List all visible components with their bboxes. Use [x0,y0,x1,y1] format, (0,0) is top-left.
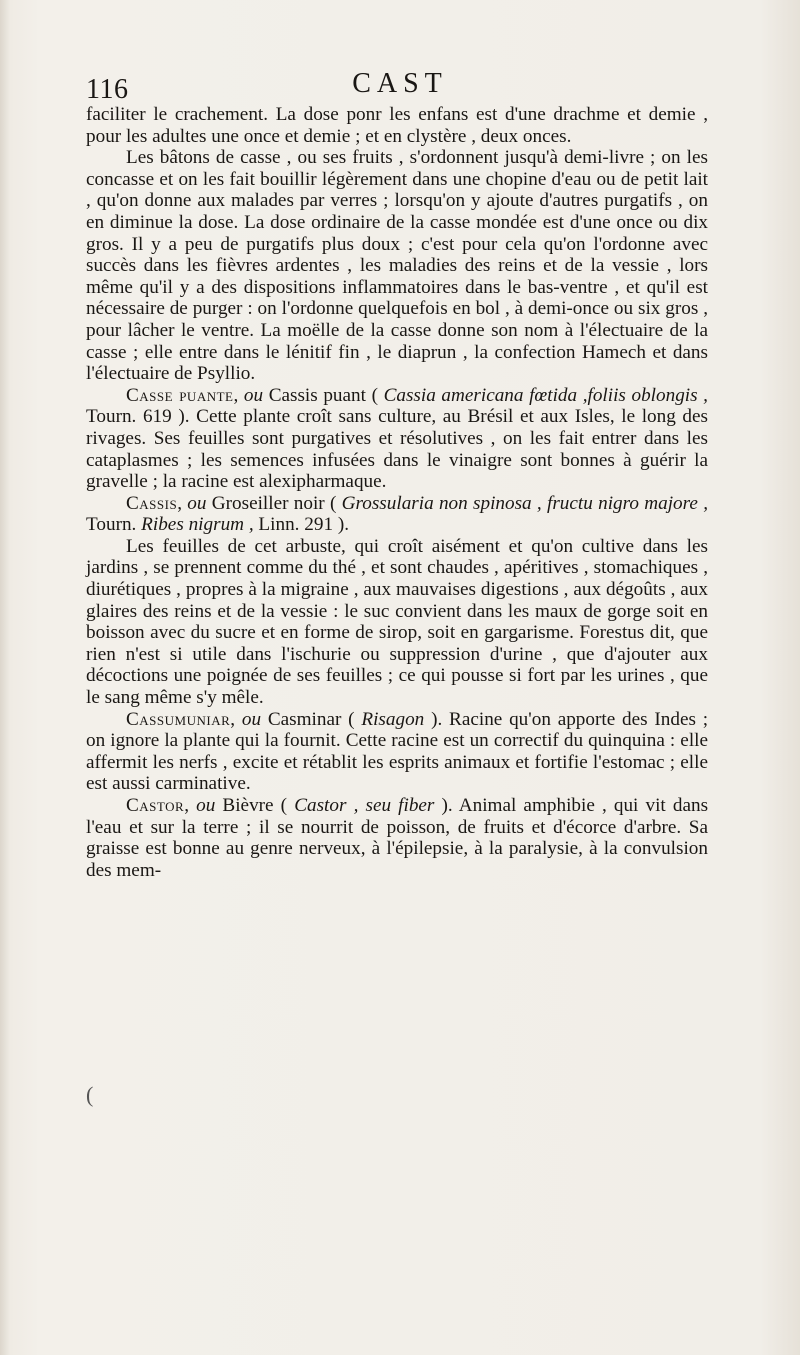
entry-term: Cassis [126,492,178,514]
entry-term: Castor [126,795,185,816]
page-header [0,0,800,110]
entry-term: Cassumuniar [126,708,231,730]
page-number: 116 [86,74,129,105]
latin-name: Ribes nigrum , [141,514,254,536]
paragraph-batons-de-casse: Les bâtons de casse , ou ses fruits , s'ordonnent jusqu'à demi-livre ; on les concasse et on les fait bouillir légèrement dans une chopine d'eau ou de petit lait , qu'on donne aux malades par verres ; lorsqu'on y ajoute d'autres purgatifs , on en diminue la dose. La dose ordinaire de la casse mondée est d'une once ou dix gros. Il y a peu de purgatifs plus doux ; c'est pour cela qu'on l'ordonne avec succès dans les fièvres ardentes , les maladies des reins et de la vessie , lors même qu'il y a des dispositions inflammatoires dans le bas-ventre , et qu'il est nécessaire de purger : on l'ordonne quelquefois en bol , à demi-once ou six gros , pour lâcher le ventre. La moëlle de la casse donne son nom à l'électuaire de la casse ; elle entre dans le lénitif fin , le diaprun , la confection Hamech et dans l'électuaire de Psyllio. [86,147,708,385]
latin-name: Grossularia non spinosa , fructu nigro majore , [341,492,708,514]
entry-cassumuniar: Cassumuniar, ou Casminar ( Risagon ). Racine qu'on apporte des Indes ; on ignore la plante qui la fournit. Cette racine est un correctif du quinquina : elle affermit les nerfs , excite et rétablit les esprits animaux et fortifie l'estomac ; elle est aussi carminative. [86,708,709,795]
body-text [86,104,708,881]
latin-name: Castor , seu fiber [294,795,435,816]
running-head: CAST [352,68,448,99]
entry-term: Casse puante [126,384,234,406]
margin-bracket-mark: ( [86,1082,94,1107]
paragraph-cassis-feuilles: Les feuilles de cet arbuste, qui croît aisément et qu'on cultive dans les jardins , se prennent comme du thé , et sont chaudes , apéritives , stomachiques , diurétiques , propres à la migraine , aux mauvaises digestions , aux dégoûts , aux glaires des reins et de la vessie : le suc convient dans les maux de gorge soit en boisson avec du sucre et en forme de sirop, soit en gargarisme. Forestus dit, que rien n'est si utile dans l'ischurie ou suppression d'urine , que d'ajouter aux décoctions une poignée de ses feuilles ; ce qui pousse si fort par les urines , que le sang même s'y mêle. [86,535,708,709]
entry-castor: Castor, ou Bièvre ( Castor , seu fiber ). Animal amphibie , qui vit dans l'eau et sur la terre ; il se nourrit de poisson, de fruits et d'écorce d'arbre. Sa graisse est bonne au genre nerveux, à l'épilepsie, à la paralysie, à la convulsion des mem- [86,795,709,881]
entry-cassis: Cassis, ou Groseiller noir ( Grossularia non spinosa , fructu nigro majore , Tourn. Ribes nigrum , Linn. 291 ). [86,492,708,536]
latin-name: Cassia americana fœtida ,foliis oblongis , [383,384,708,406]
latin-name: Risagon [361,708,425,730]
paragraph-continuation: faciliter le crachement. La dose ponr les enfans est d'une drachme et demie , pour les adultes une once et demie ; et en clystère , deux onces. [86,104,708,147]
entry-casse-puante: Casse puante, ou Cassis puant ( Cassia americana fœtida ,foliis oblongis , Tourn. 619 ). Cette plante croît sans culture, au Brésil et aux Isles, le long des rivages. Ses feuilles sont purgatives et résolutives , on les fait entrer dans les cataplasmes ; les semences infusées dans le vinaigre sont bonnes à guérir la gravelle ; la racine est alexipharmaque. [86,384,708,493]
